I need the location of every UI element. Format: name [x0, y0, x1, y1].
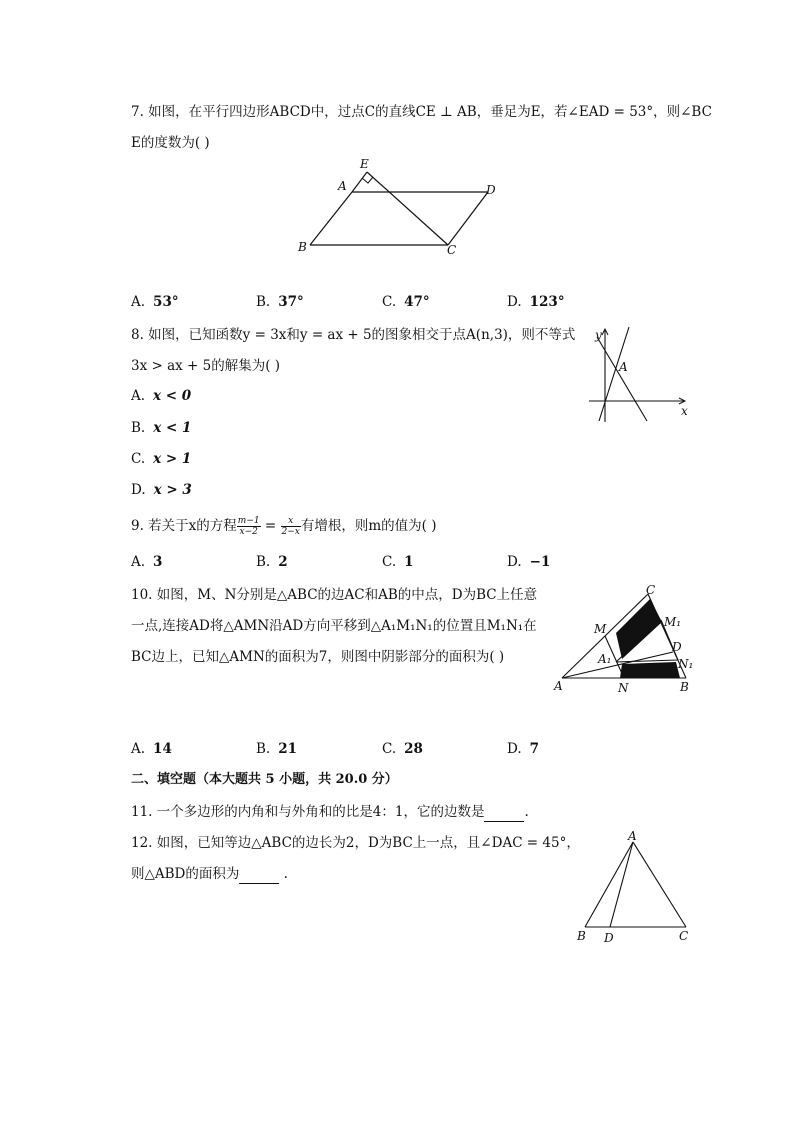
q7-label-A: A — [338, 179, 347, 193]
q9-option-d — [507, 552, 550, 572]
q9-option-d-letter: D. — [507, 554, 522, 570]
q8-function-graph — [585, 325, 695, 425]
q10-option-d-value: 7 — [529, 741, 540, 757]
q10-label-M1: M₁ — [664, 615, 682, 629]
q10-option-c-value: 28 — [404, 741, 423, 757]
q9-prefix: 9. 若关于x的方程 — [131, 518, 237, 534]
q10-option-c — [382, 739, 423, 759]
q8-option-b-value: x < 1 — [153, 420, 192, 436]
section-heading-fill-in: 二、填空题（本大题共 5 小题，共 20.0 分） — [131, 772, 398, 787]
q9-option-c-letter: C. — [382, 554, 397, 570]
q11-text: 11. 一个多边形的内角和与外角和的比是4：1，它的边数是 — [131, 804, 485, 820]
q10-option-c-letter: C. — [382, 741, 397, 757]
q12-end: . — [279, 866, 288, 882]
q9-option-a — [131, 552, 162, 572]
q12-stem-line2 — [131, 864, 288, 884]
q10-label-N: N — [618, 681, 629, 695]
q8-option-c-letter: C. — [131, 451, 146, 467]
q9-option-d-value: −1 — [529, 554, 551, 570]
q12-label-B: B — [577, 929, 586, 943]
q7-option-c-value: 47° — [404, 294, 430, 310]
q9-option-c-value: 1 — [404, 554, 414, 570]
q7-option-b-value: 37° — [278, 294, 304, 310]
q10-option-a-value: 14 — [153, 741, 172, 757]
q9-option-b-value: 2 — [278, 554, 288, 570]
q9-fraction-left-numerator: m−1 — [237, 516, 260, 526]
q8-option-d — [131, 480, 192, 500]
q10-label-C: C — [646, 583, 656, 597]
q10-option-d — [507, 739, 539, 759]
q7-label-B: B — [298, 240, 307, 254]
q8-option-b-letter: B. — [131, 420, 146, 436]
q9-option-a-letter: A. — [131, 554, 146, 570]
q10-stem-line3: BC边上，已知△AMN的面积为7，则图中阴影部分的面积为( ) — [131, 649, 505, 665]
q9-fraction-right-denominator: 2−x — [281, 527, 300, 537]
q7-option-d-letter: D. — [507, 294, 522, 310]
q7-label-D: D — [486, 183, 496, 197]
q7-option-c-letter: C. — [382, 294, 397, 310]
q9-fraction-left-denominator: x−2 — [239, 527, 258, 537]
q9-option-b — [256, 552, 288, 572]
q9-fraction-right-numerator: x — [281, 516, 301, 527]
q10-label-B: B — [680, 680, 689, 694]
q7-option-b-letter: B. — [256, 294, 271, 310]
q10-option-a-letter: A. — [131, 741, 146, 757]
q8-option-c-value: x > 1 — [153, 451, 192, 467]
q10-stem-line1: 10. 如图，M、N分别是△ABC的边AC和AB的中点，D为BC上任意 — [131, 587, 538, 603]
q8-option-d-letter: D. — [131, 482, 146, 498]
q10-option-d-letter: D. — [507, 741, 522, 757]
q7-stem-line2: E的度数为( ) — [131, 135, 210, 151]
q10-label-N1: N₁ — [678, 657, 694, 671]
q9-suffix: 有增根，则m的值为( ) — [300, 518, 437, 534]
q10-option-b — [256, 739, 297, 759]
q11-stem — [131, 802, 529, 822]
q12-answer-blank[interactable] — [239, 869, 279, 884]
q8-label-A: A — [619, 360, 628, 374]
q10-translation-figure — [552, 582, 702, 697]
q12-label-A: A — [628, 829, 637, 843]
q7-option-a-value: 53° — [153, 294, 179, 310]
q8-label-x: x — [681, 404, 688, 418]
q8-stem-line1: 8. 如图，已知函数y = 3x和y = ax + 5的图象相交于点A(n,3)，则不等式 — [131, 327, 576, 343]
q10-label-A1: A₁ — [598, 652, 612, 666]
q9-stem — [131, 513, 437, 539]
q8-option-c — [131, 449, 191, 469]
q8-option-a-value: x < 0 — [153, 388, 192, 404]
q9-fraction-left — [237, 516, 261, 537]
q8-option-a-letter: A. — [131, 388, 146, 404]
q11-end: . — [524, 804, 529, 820]
q7-option-b — [256, 292, 304, 312]
q8-option-b — [131, 418, 191, 438]
q9-equals: = — [260, 518, 281, 534]
q12-label-D: D — [604, 931, 614, 945]
q8-option-a — [131, 386, 191, 406]
q7-option-c — [382, 292, 430, 312]
q10-label-M: M — [594, 622, 607, 636]
q10-option-b-value: 21 — [278, 741, 298, 757]
q7-stem-line1: 7. 如图，在平行四边形ABCD中，过点C的直线CE ⊥ AB，垂足为E，若∠EAD = 53°，则∠BC — [131, 104, 712, 120]
q12-equilateral-triangle-figure — [572, 830, 697, 948]
q8-label-y: y — [595, 328, 602, 342]
q12-label-C: C — [679, 929, 689, 943]
q7-option-a — [131, 292, 179, 312]
q10-option-b-letter: B. — [256, 741, 271, 757]
q7-label-E: E — [360, 157, 369, 171]
q10-label-A: A — [554, 679, 563, 693]
q9-fraction-right — [281, 516, 301, 537]
q12-stem-line1: 12. 如图，已知等边△ABC的边长为2，D为BC上一点，且∠DAC = 45°， — [131, 835, 580, 851]
q9-option-a-value: 3 — [153, 554, 163, 570]
q7-option-d-value: 123° — [529, 294, 565, 310]
q10-option-a — [131, 739, 172, 759]
q7-label-C: C — [447, 243, 457, 257]
q10-stem-line2: 一点,连接AD将△AMN沿AD方向平移到△A₁M₁N₁的位置且M₁N₁在 — [131, 618, 537, 634]
q8-stem-line2: 3x > ax + 5的解集为( ) — [131, 358, 281, 374]
q8-option-d-value: x > 3 — [153, 482, 192, 498]
q7-parallelogram-figure — [290, 150, 510, 265]
q7-option-d — [507, 292, 565, 312]
q10-label-D: D — [672, 640, 682, 654]
q11-answer-blank[interactable] — [484, 807, 524, 822]
q9-option-b-letter: B. — [256, 554, 271, 570]
q12-text: 则△ABD的面积为 — [131, 866, 240, 882]
q9-option-c — [382, 552, 414, 572]
q7-option-a-letter: A. — [131, 294, 146, 310]
